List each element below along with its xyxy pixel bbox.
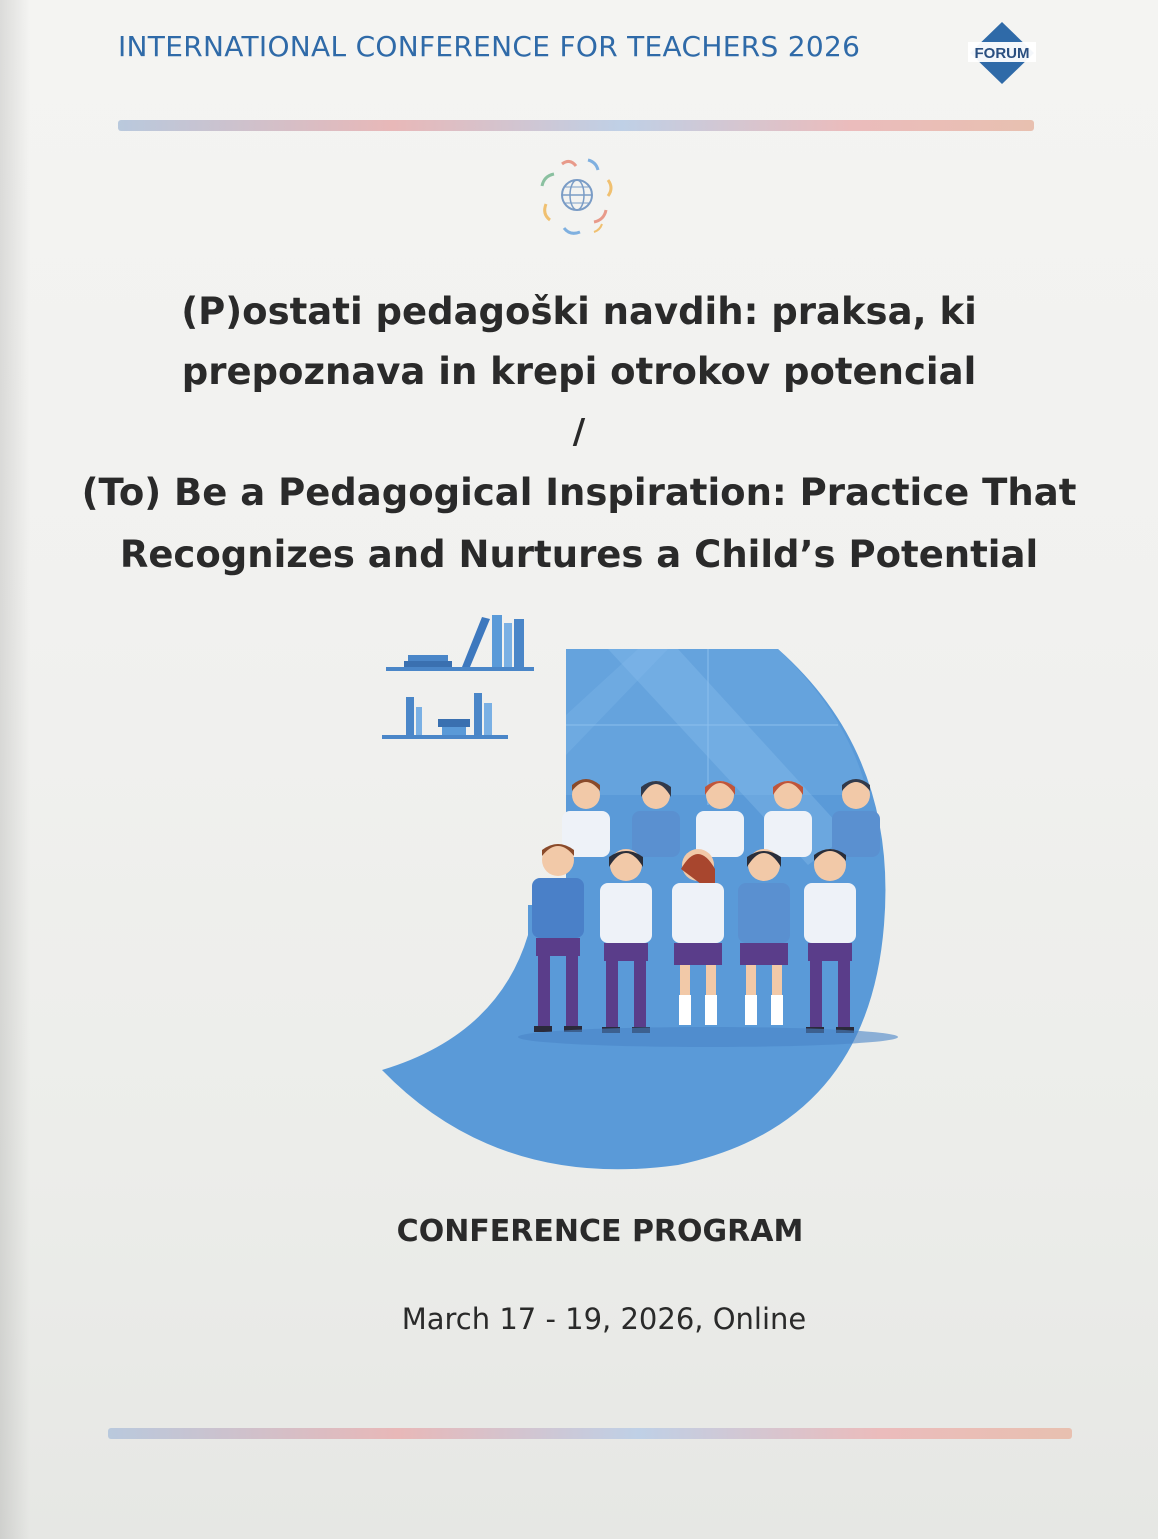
title-slovene-line-1: (P)ostati pedagoški navdih: praksa, ki [181,290,977,333]
conference-dates: March 17 - 19, 2026, Online [401,1302,807,1336]
conference-header-title: INTERNATIONAL CONFERENCE FOR TEACHERS 2026 [118,30,861,63]
title-english-line-1: (To) Be a Pedagogical Inspiration: Practice That [81,471,1077,514]
bottom-divider [108,1428,1072,1439]
forum-logo-icon [966,20,1038,86]
title-english-line-2: Recognizes and Nurtures a Child’s Potential [119,533,1039,576]
classroom-illustration [378,605,898,1175]
forum-logo-text: FORUM [974,45,1030,62]
globe-emblem-icon [532,150,622,240]
title-slovene-line-2: prepoznava in krepi otrokov potencial [181,350,977,393]
conference-title [40,282,1118,586]
top-divider [118,120,1034,131]
program-label: CONFERENCE PROGRAM [396,1214,804,1249]
page-shadow [0,0,30,1539]
title-separator: / [572,412,586,452]
bookshelf-icon [382,615,534,739]
